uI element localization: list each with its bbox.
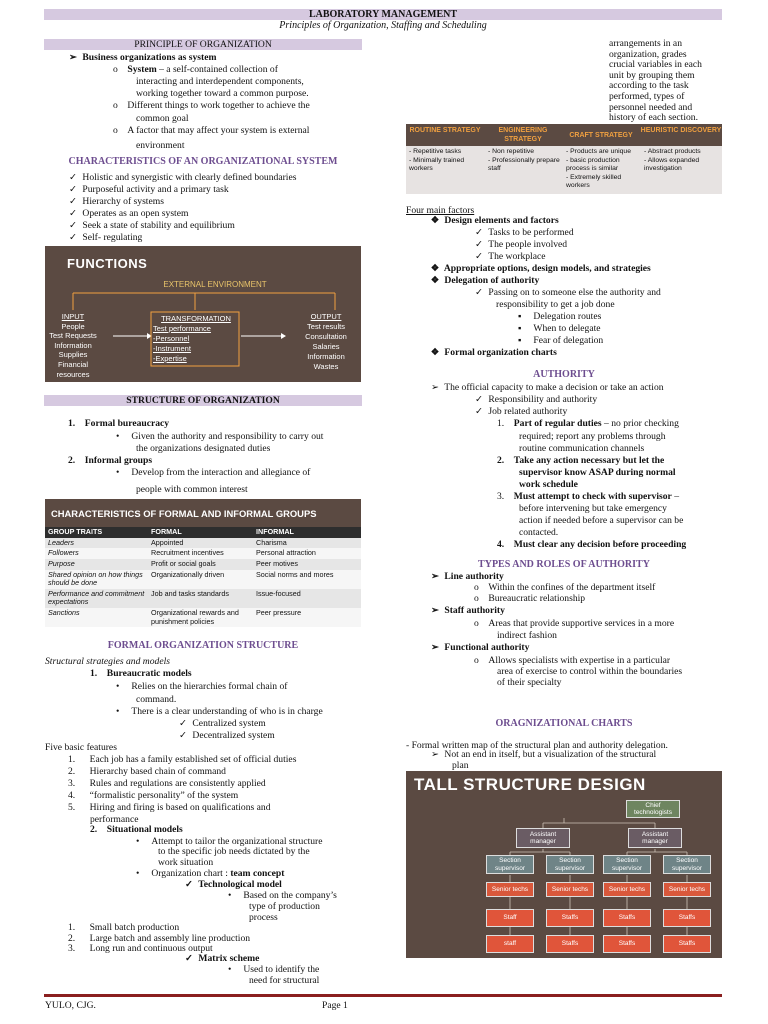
system-def-2: interacting and interdependent components, [136,76,304,87]
table-row: Purpose Profit or social goals Peer motives [45,559,361,570]
bureaucratic-models: 1. Bureaucratic models [90,668,192,679]
list-item: 1. Each job has a family established set of official duties [68,754,297,765]
footer-page: Page 1 [322,1000,348,1011]
based-item: • Based on the company’s [228,890,337,901]
technological-model: ✓ Technological model [184,879,282,890]
list-item: 1. Small batch production [68,922,180,933]
business-org: ➢ Business organizations as system [68,52,217,63]
appropriate-options: ❖ Appropriate options, design models, and strategies [430,263,651,274]
based-item-2: type of production [249,901,320,912]
diff-item: o Different things to work together to achieve the [113,100,310,111]
table-cell: - Abstract products - Allows expanded investigation [644,148,701,173]
staff-node: Staffs [663,909,711,927]
features-list [68,754,296,814]
formal-desc: • Given the authority and responsibility to carry out [116,431,324,442]
senior-node: Senior techs [486,882,534,897]
auth-item-1-2: required; report any problems through [519,431,666,442]
job-related: ✓ Job related authority [474,406,568,417]
list-item: ✓ The people involved [474,239,568,250]
functions-title: FUNCTIONS [67,256,148,271]
structural-strategies: Structural strategies and models [45,656,170,667]
list-item: 3. Long run and continuous output [68,943,213,954]
table-header: HEURISTIC DISCOVERY [640,127,722,134]
situational-models: 2. Situational models [90,824,183,835]
table-header: ENGINEERING STRATEGY [498,127,548,143]
delegation-list [518,311,603,347]
based-item-3: process [249,912,278,923]
characteristics-heading: CHARACTERISTICS OF AN ORGANIZATIONAL SYSTEM [68,156,338,167]
func-item: o Allows specialists with expertise in a particular [474,655,671,666]
auth-item-2-3: work schedule [519,479,578,490]
assistant-node: Assistant manager [516,828,570,848]
principle-heading: PRINCIPLE OF ORGANIZATION [44,39,362,50]
senior-node: Senior techs [603,882,651,897]
table-header: INFORMAL [256,527,294,536]
performance-text: performance [90,814,139,825]
informal-desc: • Develop from the interaction and allegiance of [116,467,311,478]
formal-map: - Formal written map of the structural plan and authority delegation. [406,740,668,751]
list-item: ✓ Self- regulating [68,232,143,243]
design-elements: ❖ Design elements and factors [430,215,559,226]
used-item: • Used to identify the [228,964,320,975]
auth-item-3-4: contacted. [519,527,559,538]
decentralized-item: ✓ Decentralized system [178,730,275,741]
centralized-item: ✓ Centralized system [178,718,266,729]
auth-item-2: 2. Take any action necessary but let the [497,455,665,466]
table-row: Sanctions Organizational rewards and punishment policies Peer pressure [45,608,361,627]
informal-desc-2: people with common interest [136,484,248,495]
list-item: 2. Hierarchy based chain of command [68,766,226,777]
list-item: 3. Rules and regulations are consistently applied [68,778,266,789]
attempt-item: • Attempt to tailor the organizational structure [136,836,323,847]
document-title: LABORATORY MANAGEMENT [44,9,722,20]
passing-item: ✓ Passing on to someone else the authority and [474,287,661,298]
staff-node: Staffs [603,909,651,927]
staff-node: Staffs [663,935,711,953]
list-item: ✓ Operates as an open system [68,208,189,219]
staff-node: Staff [486,909,534,927]
list-item: 2. Large batch and assembly line production [68,932,251,944]
table-header: CRAFT STRATEGY [569,132,633,139]
design-list [472,227,574,263]
auth-item-4: 4. Must clear any decision before proceeding [497,539,687,550]
table-header: FORMAL [151,527,182,536]
staff-node: staff [486,935,534,953]
footer-rule [44,994,722,997]
list-item: ▪ When to delegate [518,323,601,334]
groups-table-title: CHARACTERISTICS OF FORMAL AND INFORMAL GROUPS [45,499,361,527]
functional-authority: ➢ Functional authority [430,642,530,653]
production-list [68,922,250,954]
types-heading: TYPES AND ROLES OF AUTHORITY [478,559,650,570]
four-main-factors: Four main factors [406,205,475,216]
line-item-1: o Within the confines of the department itself [474,582,656,593]
strategy-table [406,124,722,194]
charts-heading: ORAGNIZATIONAL CHARTS [495,718,633,729]
relies-item-2: command. [136,694,177,705]
delegation-authority: ❖ Delegation of authority [430,275,540,286]
attempt-item-2: to the specific job needs dictated by the [158,846,310,857]
table-cell: - Repetitive tasks - Minimally trained workers [409,148,465,173]
func-item-2: area of exercise to control within the boundaries [497,666,683,677]
line-authority: ➢ Line authority [430,571,504,582]
resp-authority: ✓ Responsibility and authority [474,394,598,405]
section-node: Section supervisor [486,855,534,874]
staff-node: Staffs [546,935,594,953]
tall-structure-figure [406,771,722,958]
factor-item: o A factor that may affect your system is external [113,125,310,136]
official-capacity: ➢ The official capacity to make a decision or take an action [430,382,664,393]
section-node: Section supervisor [663,855,711,874]
auth-item-1-3: routine communication channels [519,443,645,454]
line-item-2: o Bureaucratic relationship [474,593,586,604]
footer-author: YULO, CJG. [45,1000,96,1011]
list-item: ▪ Delegation routes [518,311,602,322]
staff-item-2: indirect fashion [497,630,557,641]
list-item: ✓ Hierarchy of systems [68,196,164,207]
diff-item-2: common goal [136,113,189,124]
staff-node: Staffs [603,935,651,953]
section-node: Section supervisor [546,855,594,874]
list-item: ✓ The workplace [474,251,546,262]
list-item: ▪ Fear of delegation [518,335,604,346]
list-item: ✓ Holistic and synergistic with clearly defined boundaries [68,172,297,183]
staff-item: o Areas that provide supportive services in a more [474,618,675,629]
informal-groups: 2. Informal groups [68,455,153,466]
table-row: Performance and commitment expectations Job and tasks standards Issue-focused [45,589,361,608]
assistant-node: Assistant manager [628,828,682,848]
auth-item-1: 1. Part of regular duties – no prior checking [497,418,679,429]
list-item: 4. “formalistic personality” of the system [68,790,239,801]
matrix-scheme: ✓ Matrix scheme [184,953,260,964]
transformation-block: TRANSFORMATION Test performance -Personnel -Instrument -Expertise [153,314,231,363]
table-row: Leaders Appointed Charisma [45,538,361,549]
func-item-3: of their specialty [497,677,562,688]
table-row: Shared opinion on how things should be done Organizationally driven Social norms and mores [45,570,361,589]
senior-node: Senior techs [546,882,594,897]
clear-item: • There is a clear understanding of who is in charge [116,706,323,717]
not-end-item-2: plan [452,760,469,771]
table-cell: - Non repetitive - Professionally prepare staff [488,148,560,173]
formal-org-charts: ❖ Formal organization charts [430,347,557,358]
formal-structure-heading: FORMAL ORGANIZATION STRUCTURE [107,640,299,651]
table-header: ROUTINE STRATEGY [409,127,481,134]
relies-item: • Relies on the hierarchies formal chain of [116,681,288,692]
table-header: GROUP TRAITS [48,527,103,536]
input-block: INPUT People Test Requests Information Supplies Financial resources [49,312,97,379]
document-subtitle: Principles of Organization, Staffing and Scheduling [279,20,487,31]
auth-item-2-2: supervisor know ASAP during normal [519,467,676,478]
formal-desc-2: the organizations designated duties [136,443,271,454]
table-cell: - Products are unique - basic production process is similar - Extremely skilled workers [566,148,631,190]
system-def: o System – a self-contained collection of [113,64,278,75]
output-block: OUTPUT Test results Consultation Salaries Information Wastes [305,312,347,371]
characteristics-list [66,172,296,244]
list-item: ✓ Tasks to be performed [474,227,574,238]
auth-item-3-2: before intervening but take emergency [519,503,667,514]
table-row: Followers Recruitment incentives Personal attraction [45,548,361,559]
system-def-3: working together toward a common purpose. [136,88,309,99]
auth-item-3-3: action if needed before a supervisor can be [519,515,684,526]
used-item-2: need for structural [249,975,320,986]
chief-node: Chief technologists [626,800,680,818]
tall-structure-title: TALL STRUCTURE DESIGN [414,775,646,794]
not-end-item: ➢ Not an end in itself, but a visualization of the structural [430,749,657,760]
list-item: ✓ Purposeful activity and a primary task [68,184,229,195]
attempt-item-3: work situation [158,857,214,868]
five-basic-features: Five basic features [45,742,117,753]
groups-table [45,499,361,636]
section-node: Section supervisor [603,855,651,874]
auth-item-3: 3. Must attempt to check with supervisor – [497,491,680,502]
formal-bureaucracy: 1. Formal bureaucracy [68,418,170,429]
list-item: ✓ Seek a state of stability and equilibrium [68,220,235,231]
senior-node: Senior techs [663,882,711,897]
factor-item-2: environment [136,140,185,151]
authority-heading: AUTHORITY [533,369,595,380]
structure-heading: STRUCTURE OF ORGANIZATION [44,395,362,406]
list-item: 5. Hiring and firing is based on qualifications and [68,802,271,813]
arrangement-text: arrangements in an organization, grades crucial variables in each unit by grouping them according to the task performed, types of personnel needed and history of each section. [609,38,702,124]
staff-node: Staffs [546,909,594,927]
passing-item-2: responsibility to get a job done [496,299,615,310]
external-env-label: EXTERNAL ENVIRONMENT [163,280,267,289]
functions-figure [45,246,361,382]
org-chart-item: • Organization chart : team concept [136,868,285,879]
staff-authority: ➢ Staff authority [430,605,505,616]
